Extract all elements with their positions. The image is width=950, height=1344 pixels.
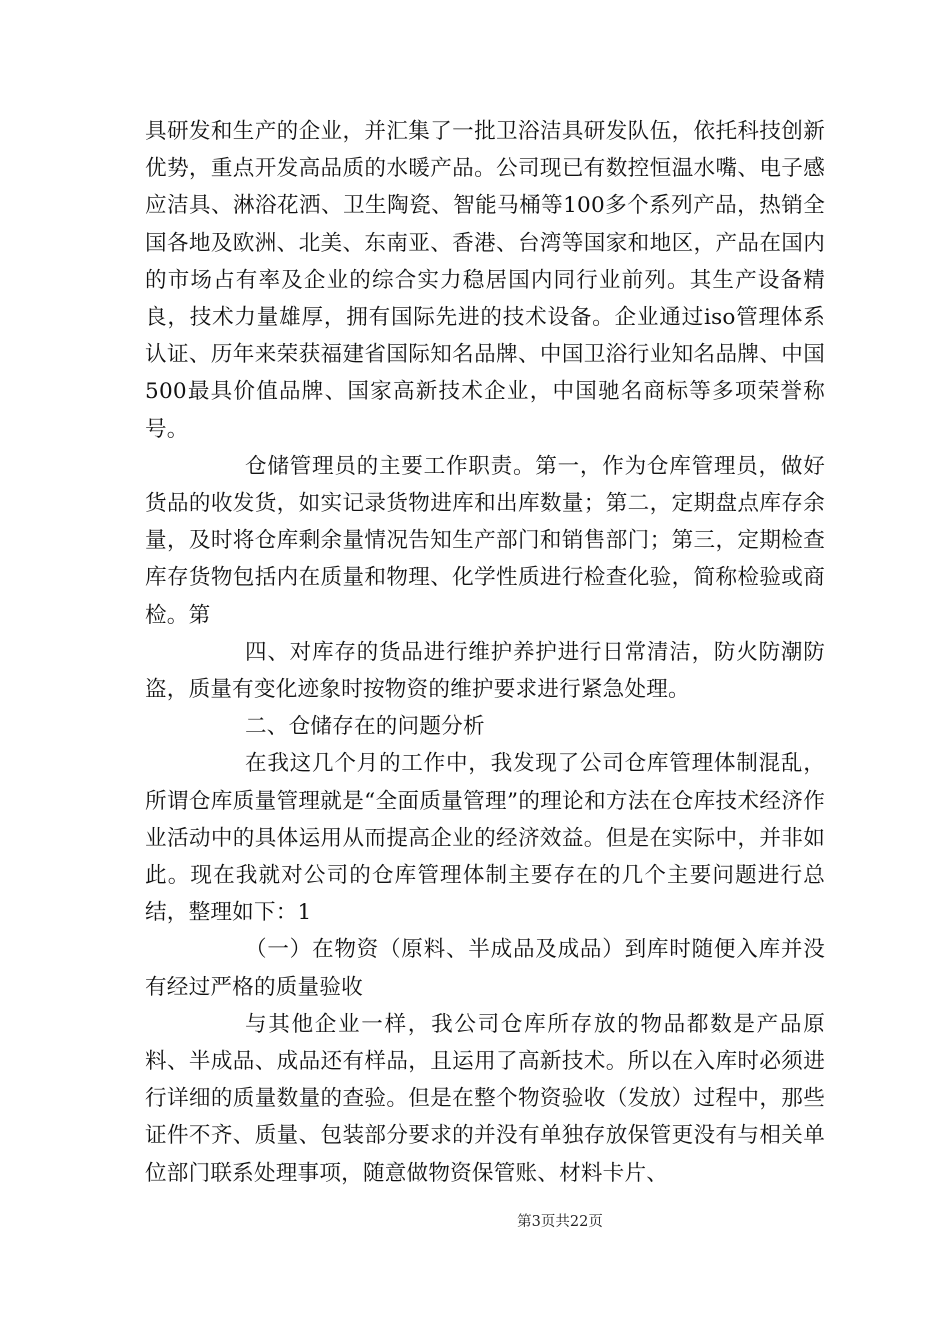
paragraph-maintenance: 四、对库存的货品进行维护养护进行日常清洁，防火防潮防盗，质量有变化迹象时按物资的维护要求进行紧急处理。 [145, 639, 825, 703]
paragraph-company-intro: 具研发和生产的企业，并汇集了一批卫浴洁具研发队伍，依托科技创新优势，重点开发高品质的水暖产品。公司现已有数控恒温水嘴、电子感应洁具、淋浴花洒、卫生陶瓷、智能马桶等100多个系列产品，热销全国各地及欧洲、北美、东南亚、香港、台湾等国家和地区，产品在国内的市场占有率及企业的综合实力稳居国内同行业前列。其生产设备精良，技术力量雄厚，拥有国际先进的技术设备。企业通过iso管理体系认证、历年来荣获福建省国际知名品牌、中国卫浴行业知名品牌、中国500最具价值品牌、国家高新技术企业，中国驰名商标等多项荣誉称号。 [145, 119, 825, 442]
paragraph-work-observation: 在我这几个月的工作中，我发现了公司仓库管理体制混乱，所谓仓库质量管理就是“全面质量管理”的理论和方法在仓库技术经济作业活动中的具体运用从而提高企业的经济效益。但是在实际中，并非如此。现在我就对公司的仓库管理体制主要存在的几个主要问题进行总结，整理如下：1 [145, 751, 825, 926]
document-body [145, 113, 825, 1192]
section-heading-problem-analysis: 二、仓储存在的问题分析 [245, 714, 485, 740]
paragraph-warehouse-duties: 仓储管理员的主要工作职责。第一，作为仓库管理员，做好货品的收发货，如实记录货物进库和出库数量；第二，定期盘点库存余量，及时将仓库剩余量情况告知生产部门和销售部门；第三，定期检查库存货物包括内在质量和物理、化学性质进行检查化验，简称检验或商检。第 [145, 453, 825, 628]
subheading-inspection-issue: （一）在物资（原料、半成品及成品）到库时随便入库并没有经过严格的质量验收 [145, 937, 825, 1000]
page-number-footer: 第3页共22页 [517, 1214, 603, 1230]
paragraph-inspection-details: 与其他企业一样，我公司仓库所存放的物品都数是产品原料、半成品、成品还有样品，且运用了高新技术。所以在入库时必须进行详细的质量数量的查验。但是在整个物资验收（发放）过程中，那些证件不齐、质量、包装部分要求的并没有单独存放保管更没有与相关单位部门联系处理事项，随意做物资保管账、材料卡片、 [145, 1011, 825, 1186]
